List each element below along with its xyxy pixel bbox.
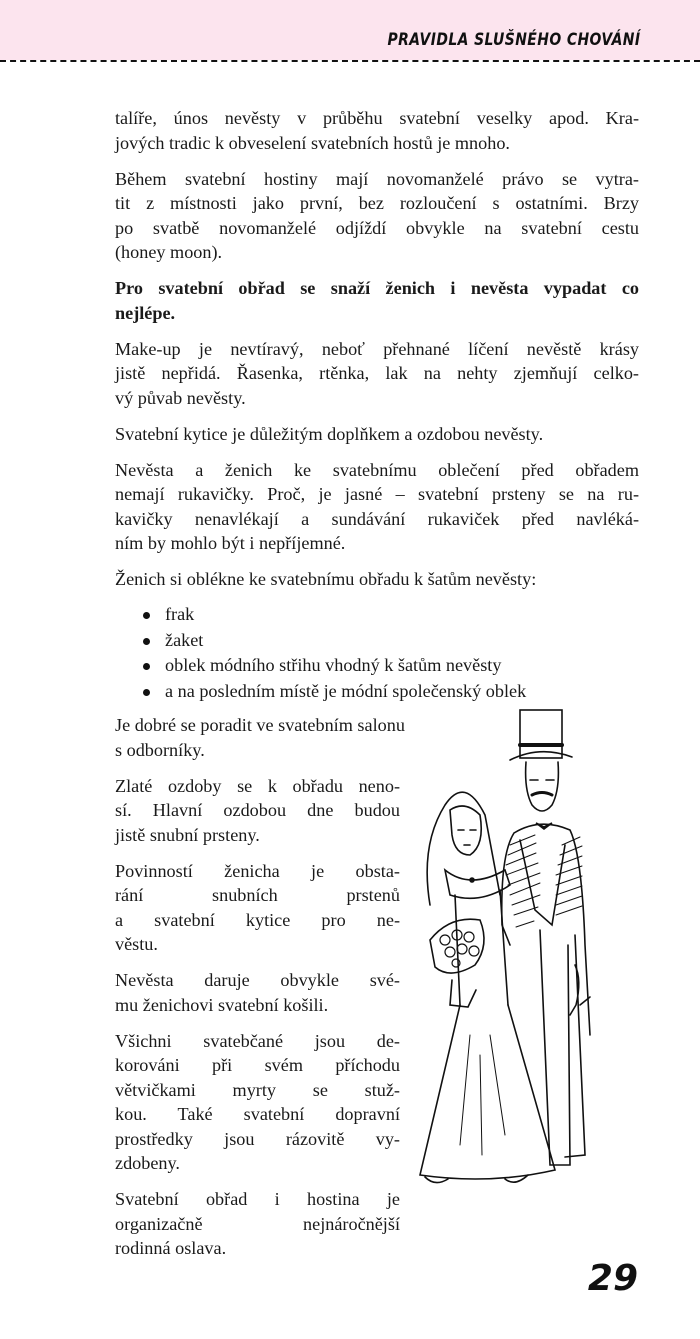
bride-groom-illustration	[390, 705, 650, 1185]
page-number: 29	[587, 1258, 638, 1299]
list-item	[141, 679, 639, 705]
text-line: talíře, únos nevěsty v průběhu svatební veselky apod. Kra-	[115, 108, 639, 128]
list-item-text: žaket	[165, 629, 204, 650]
text-line: s odborníky.	[115, 739, 205, 760]
list-item	[141, 628, 639, 654]
text-line: sí. Hlavní ozdobou dne budou	[115, 800, 400, 821]
paragraph	[115, 106, 639, 155]
text-line: jistě nepřidá. Řasenka, rtěnka, lak na nehty zjemňují celko-	[115, 363, 639, 383]
text-line: Svatební obřad i hostina je	[115, 1189, 400, 1210]
paragraph	[115, 422, 639, 447]
text-line: a svatební kytice pro ne-	[115, 909, 400, 930]
text-line: mu ženichovi svatební košili.	[115, 994, 329, 1015]
text-line: větvičkami myrty se stuž-	[115, 1079, 400, 1100]
list-item	[141, 653, 639, 679]
paragraph	[115, 1187, 400, 1261]
text-line: Během svatební hostiny mají novomanželé právo se vytra-	[115, 168, 639, 189]
text-line: nejlépe.	[115, 302, 176, 323]
text-line: věstu.	[115, 934, 158, 955]
text-line: jových tradic k obveselení svatebních hostů je mnoho.	[115, 132, 510, 153]
text-line: Pro svatební obřad se snaží ženich i nevěsta vypadat co	[115, 278, 639, 298]
text-line: tit z místnosti jako první, bez rozloučení s ostatními. Brzy	[115, 193, 639, 213]
text-line: Zlaté ozdoby se k obřadu neno-	[115, 775, 400, 796]
main-paragraphs	[115, 106, 639, 592]
text-line: Nevěsta a ženich ke svatebnímu oblečení před obřadem	[115, 459, 639, 480]
text-line: prostředky jsou rázovitě vy-	[115, 1128, 400, 1149]
bullet-icon	[143, 638, 150, 645]
list-item-text: frak	[165, 604, 195, 624]
list-item	[141, 602, 639, 628]
text-line: ním by mohlo být i nepříjemné.	[115, 533, 346, 553]
paragraph	[115, 458, 639, 556]
attire-list	[115, 602, 639, 704]
text-line: kou. Také svatební dopravní	[115, 1104, 400, 1125]
text-line: organizačně nejnáročnější	[115, 1213, 400, 1234]
text-line: korováni při svém příchodu	[115, 1055, 400, 1076]
bullet-icon	[143, 612, 150, 619]
text-line: vý půvab nevěsty.	[115, 387, 246, 408]
text-line: rodinná oslava.	[115, 1238, 227, 1259]
running-header	[0, 0, 700, 60]
text-line: Ženich si oblékne ke svatebnímu obřadu k šatům nevěsty:	[115, 569, 537, 589]
paragraph	[115, 968, 400, 1017]
text-line: (honey moon).	[115, 242, 223, 262]
text-line: zdobeny.	[115, 1153, 180, 1174]
paragraph	[115, 774, 400, 848]
paragraph	[115, 1029, 400, 1176]
list-item-text: a na posledním místě je módní společenský oblek	[165, 680, 527, 701]
header-dashed-divider	[0, 60, 700, 62]
text-line: Všichni svatebčané jsou de-	[115, 1030, 400, 1051]
bullet-icon	[143, 663, 150, 670]
running-header-title: PRAVIDLA SLUŠNÉHO CHOVÁNÍ	[387, 30, 640, 50]
text-line: Make-up je nevtíravý, neboť přehnané líčení nevěstě krásy	[115, 338, 639, 359]
paragraph	[115, 276, 639, 325]
text-line: kavičky nenavlékají a sundávání rukaviček před navléká-	[115, 508, 639, 529]
text-line: nemají rukavičky. Proč, je jasné – svatební prsteny se na ru-	[115, 484, 639, 504]
paragraph	[115, 167, 639, 265]
text-line: jistě snubní prsteny.	[115, 824, 260, 845]
text-line: po svatbě novomanželé odjíždí obvykle na svatební cestu	[115, 217, 639, 238]
paragraph	[115, 567, 639, 592]
bullet-icon	[143, 689, 150, 696]
text-line: Svatební kytice je důležitým doplňkem a ozdobou nevěsty.	[115, 423, 544, 444]
paragraph	[115, 337, 639, 411]
text-line: Nevěsta daruje obvykle své-	[115, 970, 400, 991]
text-line: Povinností ženicha je obsta-	[115, 860, 400, 881]
text-line: Je dobré se poradit ve svatebním salonu	[115, 715, 405, 736]
list-item-text: oblek módního střihu vhodný k šatům nevěsty	[165, 655, 502, 676]
paragraph	[115, 859, 400, 957]
text-line: rání snubních prstenů	[115, 885, 400, 906]
